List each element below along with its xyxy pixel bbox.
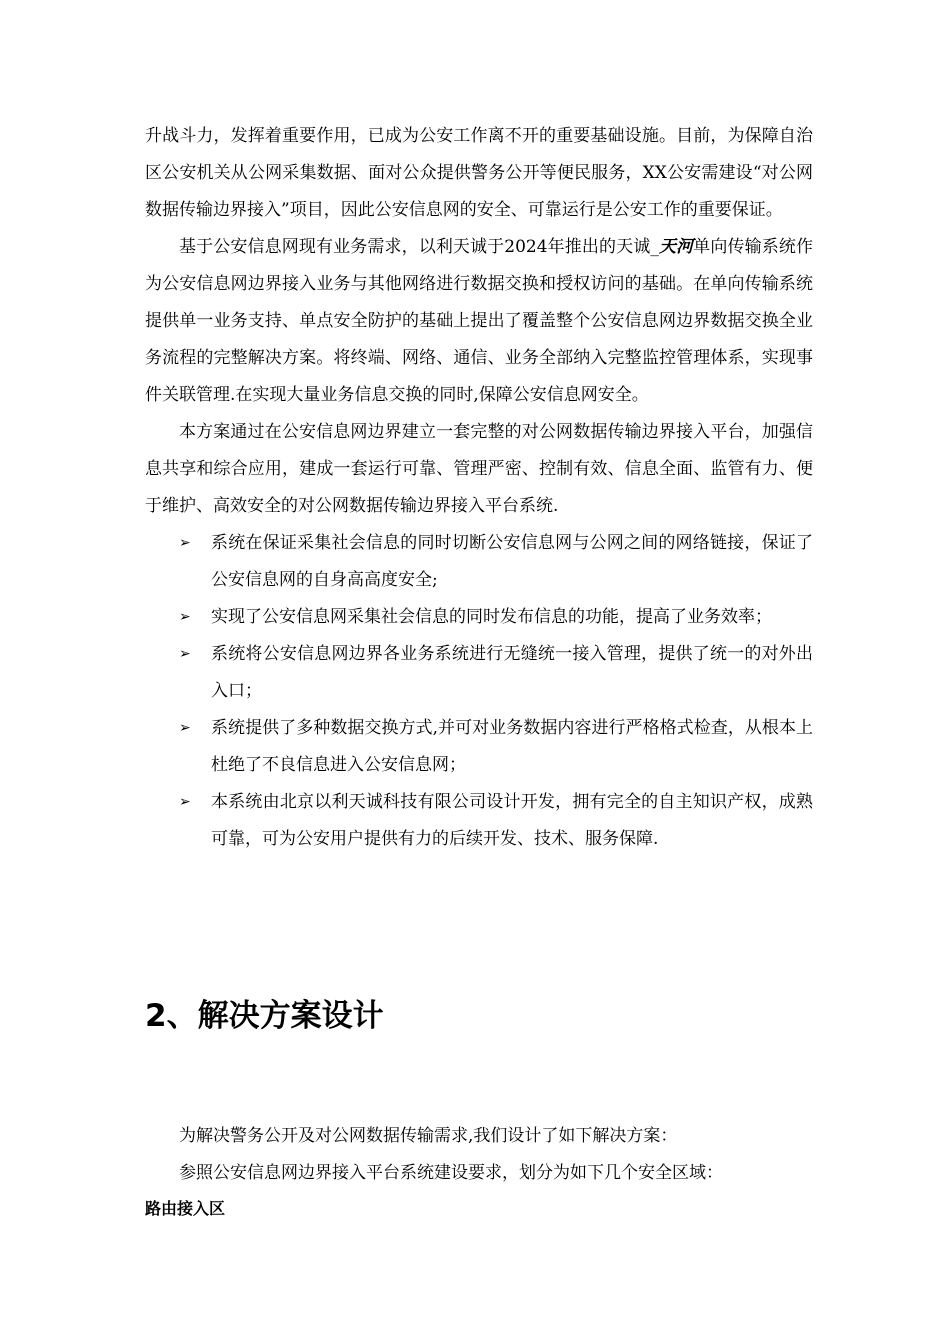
list-item-text: 系统将公安信息网边界各业务系统进行无缝统一接入管理，提供了统一的对外出入口； bbox=[211, 644, 813, 701]
list-item bbox=[145, 525, 813, 599]
list-item-text: 实现了公安信息网采集社会信息的同时发布信息的功能，提高了业务效率； bbox=[211, 607, 772, 627]
section-heading: 2、解决方案设计 bbox=[145, 998, 384, 1034]
list-item bbox=[145, 599, 813, 636]
arrow-bullet-icon: ➢ bbox=[179, 535, 191, 551]
solution-section bbox=[145, 1118, 813, 1226]
intro-paragraph-2-after: 单向传输系统作为公安信息网边界接入业务与其他网络进行数据交换和授权访问的基础。在单向传输系统提供单一业务支持、单点安全防护的基础上提出了覆盖整个公安信息网边界数据交换全业务流程的完整解决方案。将终端、网络、通信、业务全部纳入完整监控管理体系，实现事件关联管理.在实现大量业务信息交换的同时,保障公安信息网安全。 bbox=[145, 237, 814, 405]
list-item-text: 本系统由北京以利天诚科技有限公司设计开发，拥有完全的自主知识产权，成熟可靠，可为公安用户提供有力的后续开发、技术、服务保障. bbox=[211, 792, 813, 849]
intro-section bbox=[145, 118, 813, 858]
list-item bbox=[145, 636, 813, 710]
arrow-bullet-icon: ➢ bbox=[179, 720, 191, 736]
list-item bbox=[145, 784, 813, 858]
list-item bbox=[145, 710, 813, 784]
arrow-bullet-icon: ➢ bbox=[179, 646, 191, 662]
subsection-heading: 路由接入区 bbox=[145, 1199, 226, 1218]
list-item-text: 系统提供了多种数据交换方式,并可对业务数据内容进行严格格式检查，从根本上杜绝了不良信息进入公安信息网； bbox=[211, 718, 813, 775]
feature-list bbox=[145, 525, 813, 858]
intro-paragraph-2 bbox=[145, 229, 813, 414]
arrow-bullet-icon: ➢ bbox=[179, 609, 191, 625]
list-item-text: 系统在保证采集社会信息的同时切断公安信息网与公网之间的网络链接，保证了公安信息网的自身高高度安全; bbox=[211, 533, 813, 590]
solution-paragraph-2: 参照公安信息网边界接入平台系统建设要求，划分为如下几个安全区域： bbox=[179, 1163, 723, 1183]
intro-paragraph-2-before: 基于公安信息网现有业务需求，以利天诚于2024年推出的天诚_ bbox=[179, 237, 659, 257]
solution-paragraph-1: 为解决警务公开及对公网数据传输需求,我们设计了如下解决方案： bbox=[179, 1126, 678, 1146]
intro-paragraph-1: 升战斗力，发挥着重要作用，已成为公安工作离不开的重要基础设施。目前，为保障自治区公安机关从公网采集数据、面对公众提供警务公开等便民服务，XX公安需建设“对公网数据传输边界接入”项目，因此公安信息网的安全、可靠运行是公安工作的重要保证。 bbox=[145, 126, 813, 220]
arrow-bullet-icon: ➢ bbox=[179, 794, 191, 810]
product-brand-name: 天河 bbox=[658, 237, 694, 257]
intro-paragraph-3: 本方案通过在公安信息网边界建立一套完整的对公网数据传输边界接入平台，加强信息共享和综合应用，建成一套运行可靠、管理严密、控制有效、信息全面、监管有力、便于维护、高效安全的对公网数据传输边界接入平台系统. bbox=[145, 422, 813, 516]
